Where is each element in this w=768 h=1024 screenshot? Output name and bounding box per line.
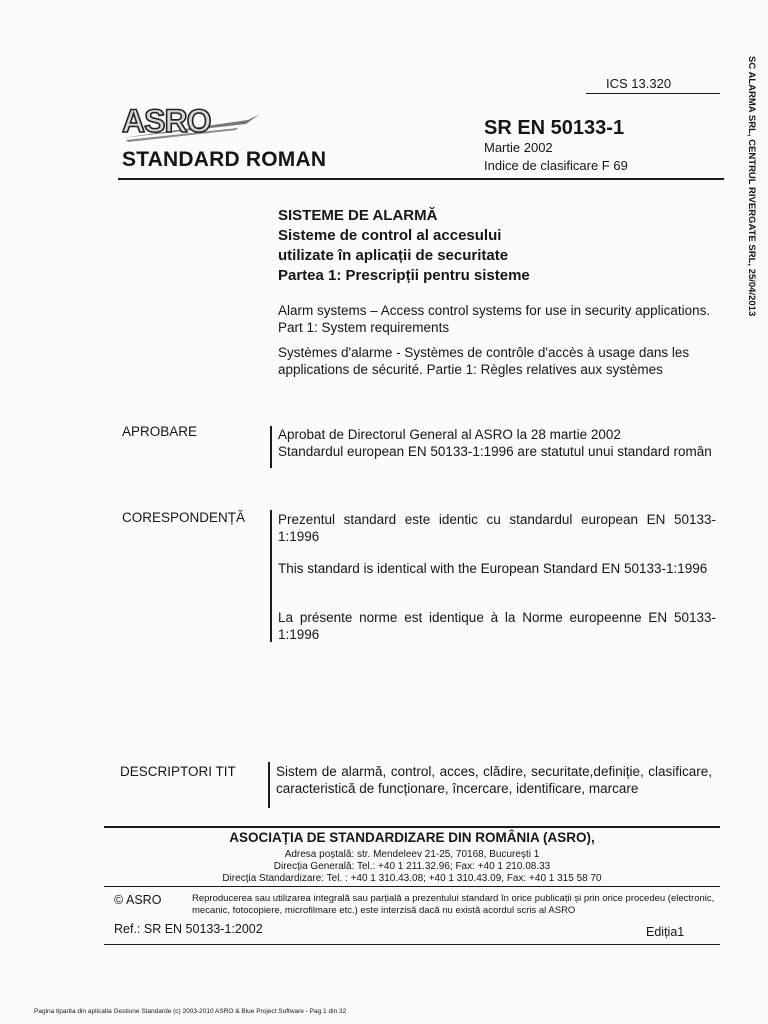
descriptors-text: Sistem de alarmă, control, acces, clădire, securitate,definiție, clasificare, caracteristică de funcționare, încercare, identificare, marcare	[276, 764, 712, 796]
standard-date: Martie 2002	[484, 140, 553, 155]
title-line-3: utilizate în aplicații de securitate	[278, 247, 509, 264]
approval-text: Aprobat de Directorul General al ASRO la 28 martie 2002	[278, 427, 621, 442]
ics-code: ICS 13.320	[606, 76, 672, 91]
standard-code: SR EN 50133-1	[484, 117, 625, 139]
correspondence-label: CORESPONDENȚĂ	[122, 510, 246, 525]
postal-address: Adresa poștală: str. Mendeleev 21-25, 70168, București 1	[284, 849, 540, 860]
print-footer: Pagina tiparita din aplicatia Gestiune Standarde (c) 2003-2010 ASRO & Blue Project Software - Pag 1 din 32	[34, 1008, 347, 1015]
copyright-label: © ASRO	[114, 893, 162, 907]
english-title: Alarm systems – Access control systems for use in security applications. Part 1: System requirements	[278, 303, 711, 335]
french-title: Systèmes d'alarme - Systèmes de contrôle d'accès à usage dans les applications de sécurité. Partie 1: Règles relatives aux systèmes	[278, 345, 690, 377]
general-direction-contact: Direcția Generală: Tel.: +40 1 211.32.96; Fax: +40 1 210.08.33	[273, 861, 551, 872]
approval-bar	[270, 426, 272, 468]
correspondence-fr: La présente norme est identique à la Norme europeenne EN 50133-1:1996	[278, 610, 716, 642]
descriptors-bar	[268, 762, 270, 808]
edition-label: Ediția1	[646, 925, 685, 939]
footer-rule-top	[104, 826, 720, 828]
organization-name: ASOCIAȚIA DE STANDARDIZARE DIN ROMÂNIA (ASRO),	[229, 830, 595, 845]
document-reference: Ref.: SR EN 50133-1:2002	[114, 922, 263, 936]
correspondence-en: This standard is identical with the European Standard EN 50133-1:1996	[278, 561, 708, 576]
correspondence-bar	[270, 510, 272, 642]
descriptors-label: DESCRIPTORI TIT	[120, 764, 236, 779]
svg-text:ASRO: ASRO	[122, 103, 211, 139]
classification-index: Indice de clasificare F 69	[484, 158, 628, 173]
title-line-4: Partea 1: Prescripții pentru sisteme	[278, 267, 530, 284]
side-stamp: SC ALARMA SRL, CENTRUL RIVERGATE SRL, 25/04/2013	[746, 56, 757, 317]
title-line-2: Sisteme de control al accesului	[278, 227, 502, 244]
standards-direction-contact: Direcția Standardizare: Tel. : +40 1 310.43.08; +40 1 310.43.09, Fax: +40 1 315 58 70	[222, 873, 602, 884]
footer-rule-mid	[104, 886, 720, 887]
footer-rule-bottom	[104, 944, 720, 945]
approval-status: Standardul european EN 50133-1:1996 are statutul unui standard român	[278, 444, 712, 459]
correspondence-ro: Prezentul standard este identic cu standardul european EN 50133-1:1996	[278, 512, 716, 544]
title-line-1: SISTEME DE ALARMĂ	[278, 207, 438, 224]
asro-logo	[118, 100, 264, 151]
header-rule	[118, 178, 724, 180]
top-rule	[586, 93, 720, 94]
approval-label: APROBARE	[122, 424, 198, 439]
standard-roman-label: STANDARD ROMAN	[122, 148, 327, 171]
reproduction-notice: Reproducerea sau utilizarea integrală sau parțială a prezentului standard în orice publicații și prin orice procedeu (electronic, mecanic, fotocopiere, microfilmare etc.) este interzisă dacă nu există acordul scris al ASRO	[192, 893, 715, 916]
